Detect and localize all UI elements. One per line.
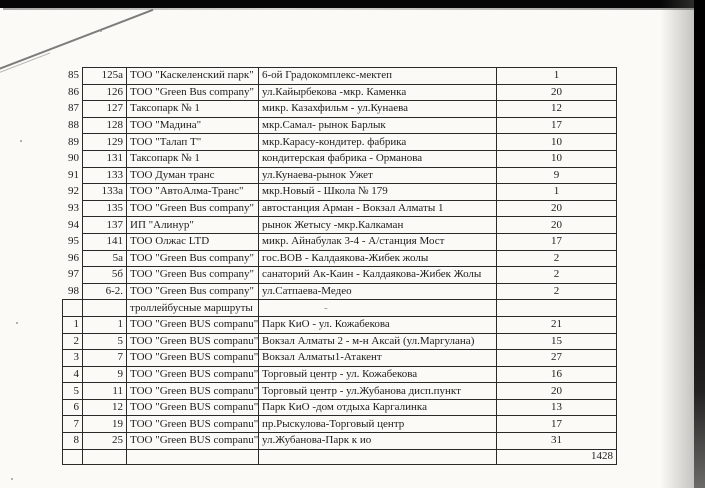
route-number: 129 <box>82 133 126 150</box>
trolleybus-route-row <box>62 382 617 399</box>
row-number: 90 <box>68 152 79 165</box>
row-number <box>62 299 82 316</box>
company-name: ИП "Алинур" <box>126 216 258 233</box>
scan-speckle <box>11 478 13 480</box>
vehicle-count: 13 <box>496 399 617 416</box>
route-number: 133a <box>82 183 126 200</box>
route-description <box>258 449 496 466</box>
company-name: ТОО "Green BUS companu" <box>126 333 258 350</box>
row-number: 3 <box>62 349 82 366</box>
vehicle-count: 20 <box>496 84 617 101</box>
vehicle-count <box>496 299 617 316</box>
row-number: 85 <box>68 69 79 82</box>
trolleybus-route-row <box>62 432 617 449</box>
row-number: 95 <box>68 235 79 248</box>
company-name: Таксопарк № 1 <box>126 150 258 167</box>
company-name: ТОО "Мадина" <box>126 117 258 134</box>
row-number: 86 <box>68 85 79 98</box>
vehicle-count: 10 <box>496 150 617 167</box>
scan-right-shadow <box>660 0 694 488</box>
route-number: 126 <box>82 84 126 101</box>
bus-route-row <box>62 150 617 167</box>
route-number: 11 <box>82 382 126 399</box>
route-description: ул.Сатпаева-Медео <box>258 283 496 300</box>
company-name: ТОО "Green Bus company" <box>126 266 258 283</box>
row-number: 97 <box>68 268 79 281</box>
company-name <box>126 449 258 466</box>
route-description: кондитерская фабрика - Орманова <box>258 150 496 167</box>
route-number: 5б <box>82 266 126 283</box>
route-description: ул.Жубанова-Парк к ио <box>258 432 496 449</box>
vehicle-count: 9 <box>496 167 617 184</box>
row-number <box>62 449 82 466</box>
bus-routes-table <box>62 67 617 465</box>
row-number: 87 <box>68 102 79 115</box>
vehicle-count: 20 <box>496 382 617 399</box>
bus-route-row <box>62 283 617 300</box>
row-number: 6 <box>62 399 82 416</box>
bus-route-row <box>62 216 617 233</box>
company-name: ТОО "Green Bus company" <box>126 250 258 267</box>
bus-route-row <box>62 84 617 101</box>
route-number <box>82 299 126 316</box>
bus-route-row <box>62 67 617 84</box>
trolleybus-route-row <box>62 333 617 350</box>
vehicle-count: 17 <box>496 233 617 250</box>
row-number: 88 <box>68 119 79 132</box>
row-number: 93 <box>68 202 79 215</box>
scan-speckle <box>100 30 102 32</box>
route-description: Торговый центр - ул. Кожабекова <box>258 366 496 383</box>
route-number: 141 <box>82 233 126 250</box>
company-name: ТОО "Green BUS companu" <box>126 415 258 432</box>
vehicle-count: 31 <box>496 432 617 449</box>
route-number: 25 <box>82 432 126 449</box>
route-description: Парк КиО - ул. Кожабекова <box>258 316 496 333</box>
vehicle-count: 17 <box>496 117 617 134</box>
route-number: 19 <box>82 415 126 432</box>
route-description: ул.Кайырбекова -мкр. Каменка <box>258 84 496 101</box>
vehicle-count: 2 <box>496 250 617 267</box>
trolleybus-route-row <box>62 415 617 432</box>
route-description: Вокзал Алматы1-Атакент <box>258 349 496 366</box>
route-description: гос.ВОВ - Калдаякова-Жибек жолы <box>258 250 496 267</box>
vehicle-count: 20 <box>496 216 617 233</box>
vehicle-count: 21 <box>496 316 617 333</box>
trolleybus-section-header-row <box>62 299 617 316</box>
total-count: 1428 <box>496 449 617 466</box>
company-name: ТОО "Green Bus company" <box>126 84 258 101</box>
vehicle-count: 17 <box>496 415 617 432</box>
route-description: мкр.Новый - Школа № 179 <box>258 183 496 200</box>
bus-route-row <box>62 167 617 184</box>
company-name: ТОО "Green BUS companu" <box>126 399 258 416</box>
company-name: ТОО "Green BUS companu" <box>126 432 258 449</box>
route-number: 135 <box>82 200 126 217</box>
row-number: 4 <box>62 366 82 383</box>
scan-speckle <box>16 322 18 324</box>
route-number: 1 <box>82 316 126 333</box>
route-description: ул.Кунаева-рынок Ужет <box>258 167 496 184</box>
route-number: 125a <box>82 67 126 84</box>
route-number <box>82 449 126 466</box>
vehicle-count: 1 <box>496 67 617 84</box>
route-description: Торговый центр - ул.Жубанова дисп.пункт <box>258 382 496 399</box>
row-number: 5 <box>62 382 82 399</box>
vehicle-count: 2 <box>496 266 617 283</box>
company-name: Таксопарк № 1 <box>126 100 258 117</box>
route-number: 127 <box>82 100 126 117</box>
bus-route-row <box>62 117 617 134</box>
company-name: ТОО "Талап Т" <box>126 133 258 150</box>
route-description: 6-ой Градокомплекс-мектеп <box>258 67 496 84</box>
trolleybus-route-row <box>62 399 617 416</box>
company-name: ТОО "Green Bus company" <box>126 283 258 300</box>
bus-route-row <box>62 100 617 117</box>
route-description: Вокзал Алматы 2 - м-н Аксай (ул.Маргулана) <box>258 333 496 350</box>
row-number: 91 <box>68 168 79 181</box>
bus-route-row <box>62 183 617 200</box>
row-number: 98 <box>68 285 79 298</box>
trolleybus-route-row <box>62 366 617 383</box>
route-number: 131 <box>82 150 126 167</box>
bus-route-row <box>62 250 617 267</box>
route-number: 12 <box>82 399 126 416</box>
route-number: 5 <box>82 333 126 350</box>
vehicle-count: 15 <box>496 333 617 350</box>
total-row <box>62 449 617 466</box>
route-number: 133 <box>82 167 126 184</box>
route-number: 137 <box>82 216 126 233</box>
bus-route-row <box>62 233 617 250</box>
vehicle-count: 10 <box>496 133 617 150</box>
trolleybus-route-row <box>62 349 617 366</box>
route-description: микр. Айнабулак 3-4 - А/станция Мост <box>258 233 496 250</box>
company-name: ТОО Думан транс <box>126 167 258 184</box>
route-description: Парк КиО -дом отдыха Каргалинка <box>258 399 496 416</box>
row-number: 2 <box>62 333 82 350</box>
trolleybus-route-row <box>62 316 617 333</box>
company-name: ТОО "Green BUS companu" <box>126 366 258 383</box>
row-number: 94 <box>68 218 79 231</box>
company-name: ТОО "Green Bus company" <box>126 200 258 217</box>
route-description: мкр.Самал- рынок Барлык <box>258 117 496 134</box>
scan-top-black-bar <box>0 0 705 8</box>
route-description <box>258 299 496 316</box>
scan-speckle <box>20 140 22 142</box>
vehicle-count: 2 <box>496 283 617 300</box>
company-name: ТОО "Green BUS companu" <box>126 316 258 333</box>
row-number: 7 <box>62 415 82 432</box>
company-name: ТОО "Green BUS companu" <box>126 382 258 399</box>
row-number: 96 <box>68 251 79 264</box>
route-description: микр. Казахфильм - ул.Кунаева <box>258 100 496 117</box>
row-number: 8 <box>62 432 82 449</box>
vehicle-count: 12 <box>496 100 617 117</box>
route-number: 128 <box>82 117 126 134</box>
row-number: 89 <box>68 135 79 148</box>
route-description: автостанция Арман - Вокзал Алматы 1 <box>258 200 496 217</box>
pencil-mark: - <box>324 301 328 314</box>
company-name: ТОО "Каскеленский парк" <box>126 67 258 84</box>
route-description: мкр.Карасу-кондитер. фабрика <box>258 133 496 150</box>
company-name: ТОО "Green BUS companu" <box>126 349 258 366</box>
row-number: 92 <box>68 185 79 198</box>
company-name: ТОО Олжас LTD <box>126 233 258 250</box>
scan-right-edge <box>694 0 705 488</box>
company-name: троллейбусные маршруты <box>126 299 258 316</box>
bus-route-row <box>62 133 617 150</box>
route-number: 6-2. <box>82 283 126 300</box>
route-description: санаторий Ак-Каин - Калдаякова-Жибек Жолы <box>258 266 496 283</box>
route-number: 5a <box>82 250 126 267</box>
company-name: ТОО "АвтоАлма-Транс" <box>126 183 258 200</box>
paper-top-edge <box>3 8 698 10</box>
route-description: рынок Жетысу -мкр.Калкаман <box>258 216 496 233</box>
bus-route-row <box>62 266 617 283</box>
vehicle-count: 20 <box>496 200 617 217</box>
vehicle-count: 27 <box>496 349 617 366</box>
route-number: 9 <box>82 366 126 383</box>
route-description: пр.Рыскулова-Торговый центр <box>258 415 496 432</box>
vehicle-count: 16 <box>496 366 617 383</box>
bus-route-row <box>62 200 617 217</box>
vehicle-count: 1 <box>496 183 617 200</box>
row-number: 1 <box>62 316 82 333</box>
route-number: 7 <box>82 349 126 366</box>
